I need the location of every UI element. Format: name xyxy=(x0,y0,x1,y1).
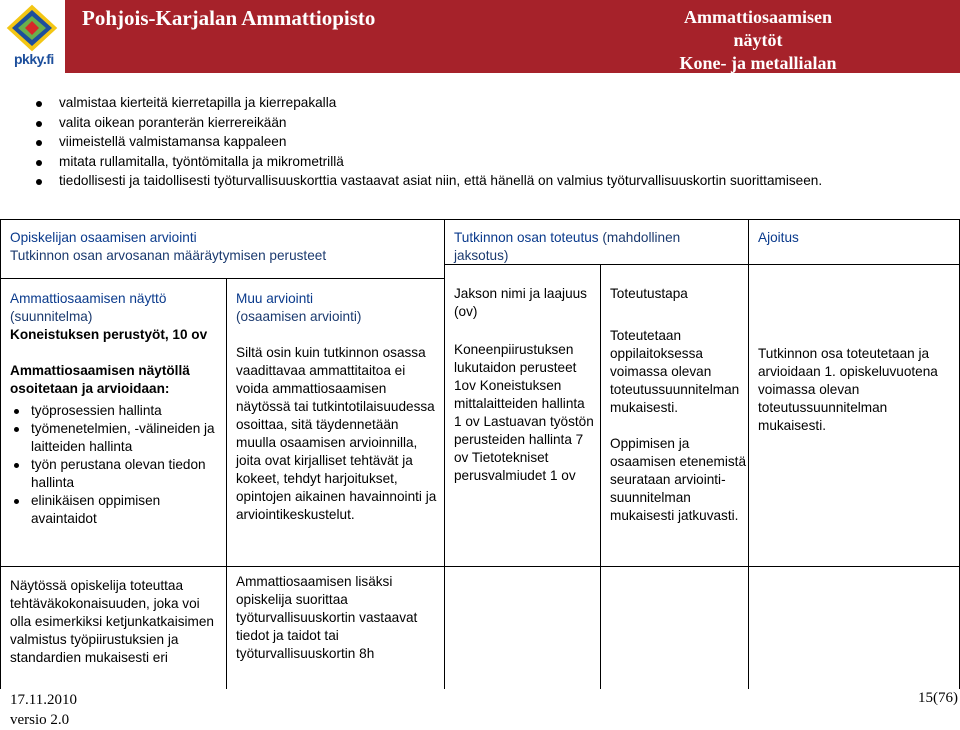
doc-title-line3: perustutkinto xyxy=(705,76,811,96)
logo-text: pkky.fi xyxy=(14,51,54,67)
cell-implementation-method xyxy=(610,285,746,525)
cell-assessment-header xyxy=(10,229,440,265)
demonstration-task-text: Näytössä opiskelija toteuttaa tehtäväkokonaisuuden, joka voi olla esimerkiksi ketjunkatkaisimen valmistus työpiirustuksien ja standardien mukaisesti eri xyxy=(10,578,214,665)
cell-implementation-header xyxy=(454,229,744,265)
table-line-mid xyxy=(0,566,960,567)
bullet-item: viimeistellä valmistamansa kappaleen xyxy=(28,132,928,152)
org-title: Pohjois-Karjalan Ammattiopisto xyxy=(82,6,376,30)
implementation-method-text-2: Oppimisen ja osaamisen etenemistä seurataan arviointi-suunnitelman mukaisesti jatkuvasti. xyxy=(610,436,747,523)
implementation-heading: Tutkinnon osan toteutus xyxy=(454,230,599,245)
doc-title-line1: Ammattiosaamisen näytöt xyxy=(684,7,832,50)
bullet-item: tiedollisesti ja taidollisesti työturvallisuuskorttia vastaavat asiat niin, että hänellä on valmius työturvallisuuskortin suorittamiseen. xyxy=(28,171,928,191)
demonstration-name: Koneistuksen perustyöt, 10 ov xyxy=(10,327,208,342)
study-periods-text: Koneenpiirustuksen lukutaidon perusteet 1ov Koneistuksen mittalaitteiden hallinta 1 ov Lastuavan työstön perusteiden hallinta 7 ov Tietotekniset perusvalmiudet 1 ov xyxy=(454,342,594,483)
demonstration-intro: Ammattiosaamisen näytöllä osoitetaan ja arvioidaan: xyxy=(10,363,190,396)
bullet-item: valita oikean poranterän kierrereikään xyxy=(28,113,928,133)
cell-demonstration xyxy=(10,290,222,528)
table-line-header xyxy=(0,278,444,279)
footer-version: versio 2.0 xyxy=(10,712,70,728)
safety-card-text: Ammattiosaamisen lisäksi opiskelija suorittaa työturvallisuuskortin vastaavat tiedot ja taidot tai työturvallisuuskortin 8h xyxy=(236,574,418,661)
implementation-note-b: jaksotus) xyxy=(454,248,509,263)
bullet-item: valmistaa kierteitä kierretapilla ja kierrepakalla xyxy=(28,93,928,113)
logo-emblem-icon xyxy=(0,0,65,55)
page-number: 15(76) xyxy=(918,690,958,706)
demonstration-criteria-list xyxy=(10,402,222,528)
criteria-item: työn perustana olevan tiedon hallinta xyxy=(10,456,222,492)
study-periods-heading: Jakson nimi ja laajuus (ov) xyxy=(454,286,587,319)
other-assessment-text: Siltä osin kuin tutkinnon osassa vaadittavaa ammattitaitoa ei voida ammattiosaamisen näytössä tai tutkintotilaisuudessa osoittaa, sitä täydennetään muulla osaamisen arvioinnilla, joita ovat kirjalliset tehtävät ja kokeet, tehdyt harjoitukset, opintojen aikainen havainnointi ja arviointikeskustelut. xyxy=(236,345,437,522)
cell-other-assessment xyxy=(236,290,440,524)
table-col-divider-4 xyxy=(748,219,749,689)
pkky-logo xyxy=(0,0,65,73)
table-border-top xyxy=(0,219,960,220)
page-header xyxy=(0,0,960,96)
cell-study-periods xyxy=(454,285,596,485)
demonstration-heading: Ammattiosaamisen näyttö xyxy=(10,291,167,306)
demonstration-subheading: (suunnitelma) xyxy=(10,309,93,324)
criteria-item: elinikäisen oppimisen avaintaidot xyxy=(10,492,222,528)
criteria-item: työprosessien hallinta xyxy=(10,402,222,420)
other-assessment-heading: Muu arviointi xyxy=(236,291,314,306)
table-border-left xyxy=(0,219,1,689)
table-col-divider-3 xyxy=(600,264,601,689)
implementation-note-a: (mahdollinen xyxy=(602,230,681,245)
implementation-method-text-1: Toteutetaan oppilaitoksessa voimassa olevan toteutussuunnitelman mukaisesti. xyxy=(610,328,740,415)
bullet-item: mitata rullamitalla, työntömitalla ja mikrometrillä xyxy=(28,152,928,172)
doc-title-line2: Kone- ja metallialan xyxy=(679,53,837,73)
table-col-divider-1 xyxy=(226,278,227,689)
footer-date: 17.11.2010 xyxy=(10,692,77,708)
timing-text: Tutkinnon osa toteutetaan ja arvioidaan 1. opiskeluvuotena voimassa olevan toteutussuunnitelman mukaisesti. xyxy=(758,346,938,433)
implementation-method-heading: Toteutustapa xyxy=(610,286,688,301)
assessment-heading: Opiskelijan osaamisen arviointi xyxy=(10,230,197,245)
other-assessment-subheading: (osaamisen arviointi) xyxy=(236,309,362,324)
table-col-divider-2 xyxy=(444,219,445,689)
timing-heading: Ajoitus xyxy=(758,230,799,245)
skills-bullet-list xyxy=(28,93,928,191)
assessment-subheading: Tutkinnon osan arvosanan määräytymisen perusteet xyxy=(10,248,327,263)
page-footer-left xyxy=(10,690,77,730)
criteria-item: työmenetelmien, -välineiden ja laitteiden hallinta xyxy=(10,420,222,456)
document-title xyxy=(658,6,858,98)
